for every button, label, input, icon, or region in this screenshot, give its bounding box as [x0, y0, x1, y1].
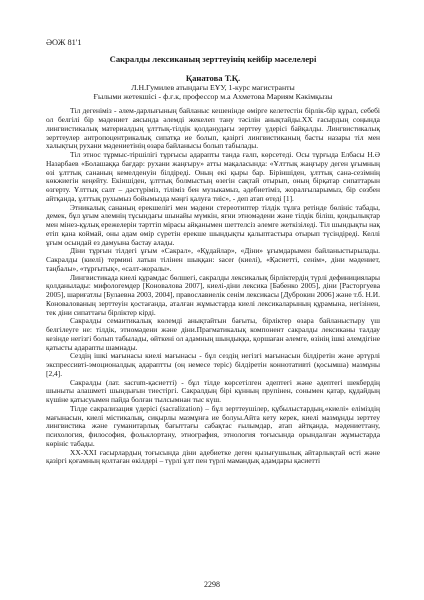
body-paragraph: Тіл дегеніміз - әлем-дарлығының байланыс кешенінде өмірге келетеcтін бірлік-бір құрал, себебі ол белгілі бір мәдениет аясында әлемді жекелеп тану тәсілін анықтайды.XX ғасырдың соңында лингвистикалық материалдың ұлттық-тілдік қолданудағы зерттеу үдерісі байқалды. Лингвистикалық зерттеулер антропоцентрикалық сипатқа ие болып, қазіргі лингвистиканың басты назары тіл мен халықтың рухани мәдениетінің өзара байланысы болып табылады.: [46, 106, 380, 151]
body-paragraph: Сакралды семантикалық көлемді анықтайтын бағыты, бірліктер өзара байланыстыру үш белгілеуге не: тілдік, этномәдени және діни.Прагматикалық компонент сакралды лексиканы талдау кезінде негізгі болып табылады, өйткені ол адамның шындыққа, қоршаған әлемге, өзінің ішкі әлемдігіне қатысты адарапты шамнады.: [46, 316, 380, 352]
body-paragraph: Лингвистикада киелі құрамдас бөлшегі, сакралды лексикалық бірліктердің түрлі дефинициялары қолданылады: мифологемдер [Коновалова 2007], киелі-діни лексика [Бабенко 2005], діни [Расторгуева 2005], шариғатлы [Булаевна 2003, 2004], православиелік сенім лексикасы [Дуброкин 2006] және т.б. Н.И. Коновалованың зерттеуін қостағанда, аталған жұмыстарда киелі лексикаларының құрамына, негізінен, тек діни сипаттағы бірліктер кірді.: [46, 272, 381, 317]
article-title: Сакралды лексиканың зерттеуінің кейбір мәселелері: [109, 54, 317, 64]
body-paragraph: Сакралды (лат. sacrum-қасиетті) - бұл тілде көрсетілген әдептегі және әдептегі шекбердің шыныты алашметі шындығын тиестіргі. Сакралдың бірі кұнның прупінен, сонымен қатар, құдайдың күшіне қатысуымен пайда болған тылсымнан тыс күш.: [46, 377, 380, 405]
body-paragraph: Тілде сакрализация үдерісі (sacralization) – бұл зерттеушілер, құбылыстардың,«киелі» еліміздің мағынасын, киелі містикалық, сиқырлы мазмұнға ие болуы.Айта кету керек, киелі мазмұнды зерттеу лингвистика және гуманитарлық бағыттағы сабақтас ғылымдар, атап айтқанда, мәдениеттану, психология, философия, фольклортану, этнография, этнология тоғысында орындалған жұмыстарда көрініс табады.: [46, 403, 380, 448]
body-paragraph: Этникалық сананың ерекшелігі мен мәдени стереотиптер тілдік тұлға ретінде бөлініс табады, демек, бұл ұғым әлемнің тұсындағы шынайы мүмкін, яғни этномәдени және тілдік біліш, қондылықтар мен мінез-құлық ережелерін тәрттіп мірасы айқанымен шеттелсіз әлемге жеткізіледі. Тіл шындықты нақ етіп қана коймай, оны адам өмір сүретін ерекше шындықты қалыптастыра отырып түсіндіреді. Келлі ұғым осындай ез дамуына бастау алады.: [46, 202, 380, 247]
author-name: Қанатова Т.Қ.: [185, 73, 241, 83]
supervisor-line: Ғылыми жетекшісі - ф.ғ.к, профессор м.а Ахметова Мариям Кәкімқызы: [93, 92, 333, 102]
page-number: 2298: [204, 580, 220, 589]
body-paragraph: Сездің ішкі мағынасы киелі мағынасы - бұл сездің негізгі мағынасын білдіретін және әртүрлі экспрессивті-эмоционалдық адараптты (оң немесе теріс) білдіретін коннотативті (қосымша) мазмұны [2,4].: [46, 351, 380, 378]
udc-code: ӘОЖ 81'1: [46, 38, 82, 47]
article-body: [46, 107, 380, 466]
body-paragraph: Тіл этнос тұрмыс-тіршілігі тұрғысы адарапты танда ғалп, көрсетеді. Осы тұрғыда Елбасы Н.Ә Назарбаев «Болашаққа бағдар: рухани жаңғыру» атты мақаласында: «Ұлттық жаңғыру деген ұғымның өзі ұлттық сананың кемелденуін білдіреді. Оның екі қыры бар. Біріншіден, ұлттық сана-сезімнің көкжиегін кеңейту. Екіншіден, ұлттық болмыстың өзегін сақтай отырып, оның бірқатар сипаттарын өзгерту. Ұлттық салт – дәстүріміз, тіліміз бен музыкамыз, әдебиетіміз, жоралғыларымыз, бір сөзбен айтқанда, ұлттық рухымыз бойымызда мәңгі қалуға тиіс», - деп атап өтеді [1].: [46, 150, 380, 203]
body-paragraph: XX-XXI ғасырлардың тоғысында діни адебиетке деген қызығушылық айтарлықтай өсті және қазіргі қоғамның қолтаған өкілдері – түрлі ұлт пен түрлі мамандық адамдары қасиетті: [46, 447, 380, 466]
body-paragraph: Діни тұрғын тілдегі ұғым «Сакрал», «Құдайлар», «Діни» ұғымдарымен байланыстырылады. Сакралды (киелі) термині латын тілінен шыққан: sacer (киелі), «Қасиетті, сенім», діни мәдениет, таңбалы», «тұрғытық», «салт-жоралы».: [46, 246, 380, 273]
author-affiliation: Л.Н.Гумилев атындағы ЕҰУ, 1-курс магистранты: [131, 83, 295, 92]
